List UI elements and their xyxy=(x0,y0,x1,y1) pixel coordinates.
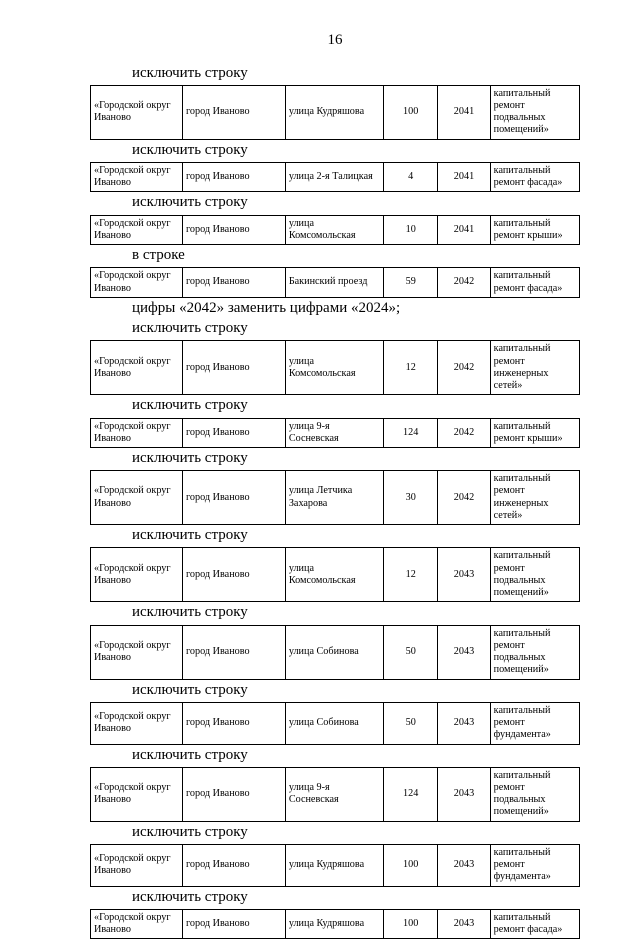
cell-year: 2042 xyxy=(438,268,490,297)
instruction-heading: исключить строку xyxy=(132,681,248,698)
cell-year: 2042 xyxy=(438,418,490,447)
cell-street: улица Кудряшова xyxy=(285,909,383,938)
cell-street: улица Собинова xyxy=(285,625,383,679)
table-row xyxy=(91,909,580,938)
table-row xyxy=(91,767,580,821)
instruction-heading: исключить строку xyxy=(132,527,248,544)
cell-house-number: 100 xyxy=(384,844,438,886)
cell-house-number: 50 xyxy=(384,625,438,679)
cell-work-type: капитальный ремонт фасада» xyxy=(490,268,579,297)
cell-street: улица Комсомольская xyxy=(285,341,383,395)
cell-house-number: 100 xyxy=(384,85,438,139)
cell-year: 2041 xyxy=(438,85,490,139)
cell-municipality: «Городской округ Иваново xyxy=(91,162,183,191)
program-row-table xyxy=(90,909,580,939)
cell-year: 2043 xyxy=(438,548,490,602)
amendment-block xyxy=(90,397,580,448)
cell-municipality: «Городской округ Иваново xyxy=(91,268,183,297)
table-row xyxy=(91,418,580,447)
cell-municipality: «Городской округ Иваново xyxy=(91,215,183,244)
instruction-heading: исключить строку xyxy=(132,194,248,211)
table-row xyxy=(91,162,580,191)
instruction-heading: исключить строку xyxy=(132,397,248,414)
cell-street: улица Комсомольская xyxy=(285,215,383,244)
amendment-block xyxy=(90,527,580,602)
cell-city: город Иваново xyxy=(183,85,286,139)
instruction-heading: исключить строку xyxy=(132,320,248,337)
cell-house-number: 50 xyxy=(384,702,438,744)
cell-work-type: капитальный ремонт подвальных помещений» xyxy=(490,548,579,602)
cell-municipality: «Городской округ Иваново xyxy=(91,471,183,525)
table-row xyxy=(91,844,580,886)
cell-house-number: 12 xyxy=(384,341,438,395)
amendment-block xyxy=(90,604,580,679)
table-row xyxy=(91,625,580,679)
table-row xyxy=(91,548,580,602)
cell-street: улица 2-я Талицкая xyxy=(285,162,383,191)
cell-municipality: «Городской округ Иваново xyxy=(91,548,183,602)
program-row-table xyxy=(90,470,580,525)
replace-digits-note: цифры «2042» заменить цифрами «2024»; xyxy=(132,299,401,316)
cell-year: 2043 xyxy=(438,844,490,886)
program-row-table xyxy=(90,418,580,448)
amendment-block xyxy=(90,194,580,245)
cell-city: город Иваново xyxy=(183,268,286,297)
instruction-heading: исключить строку xyxy=(132,64,248,81)
cell-house-number: 4 xyxy=(384,162,438,191)
cell-street: улица Комсомольская xyxy=(285,548,383,602)
program-row-table xyxy=(90,162,580,192)
cell-municipality: «Городской округ Иваново xyxy=(91,625,183,679)
amendment-block xyxy=(90,142,580,193)
cell-year: 2042 xyxy=(438,341,490,395)
cell-street: улица 9-я Сосневская xyxy=(285,418,383,447)
cell-work-type: капитальный ремонт инженерных сетей» xyxy=(490,471,579,525)
cell-street: улица Летчика Захарова xyxy=(285,471,383,525)
cell-year: 2042 xyxy=(438,471,490,525)
cell-year: 2043 xyxy=(438,767,490,821)
cell-city: город Иваново xyxy=(183,767,286,821)
program-row-table xyxy=(90,340,580,395)
program-row-table xyxy=(90,547,580,602)
cell-year: 2043 xyxy=(438,702,490,744)
cell-work-type: капитальный ремонт подвальных помещений» xyxy=(490,625,579,679)
cell-work-type: капитальный ремонт фундамента» xyxy=(490,702,579,744)
table-row xyxy=(91,85,580,139)
cell-city: город Иваново xyxy=(183,625,286,679)
cell-house-number: 124 xyxy=(384,767,438,821)
amendment-block xyxy=(90,65,580,140)
cell-street: улица 9-я Сосневская xyxy=(285,767,383,821)
cell-municipality: «Городской округ Иваново xyxy=(91,341,183,395)
cell-municipality: «Городской округ Иваново xyxy=(91,844,183,886)
cell-street: Бакинский проезд xyxy=(285,268,383,297)
cell-street: улица Кудряшова xyxy=(285,844,383,886)
program-row-table xyxy=(90,625,580,680)
cell-city: город Иваново xyxy=(183,548,286,602)
instruction-heading: исключить строку xyxy=(132,604,248,621)
amendment-block xyxy=(90,682,580,745)
amendment-block xyxy=(90,747,580,822)
cell-municipality: «Городской округ Иваново xyxy=(91,909,183,938)
amendment-block xyxy=(90,300,580,395)
table-row xyxy=(91,471,580,525)
table-row xyxy=(91,268,580,297)
cell-work-type: капитальный ремонт подвальных помещений» xyxy=(490,85,579,139)
cell-municipality: «Городской округ Иваново xyxy=(91,85,183,139)
cell-work-type: капитальный ремонт фасада» xyxy=(490,162,579,191)
cell-city: город Иваново xyxy=(183,844,286,886)
amendment-block xyxy=(90,247,580,298)
table-row xyxy=(91,702,580,744)
program-row-table xyxy=(90,215,580,245)
cell-work-type: капитальный ремонт инженерных сетей» xyxy=(490,341,579,395)
cell-city: город Иваново xyxy=(183,909,286,938)
amendment-block xyxy=(90,450,580,525)
program-row-table xyxy=(90,85,580,140)
instruction-heading: в строке xyxy=(132,247,185,264)
cell-street: улица Собинова xyxy=(285,702,383,744)
instruction-heading: исключить строку xyxy=(132,888,248,905)
cell-year: 2041 xyxy=(438,162,490,191)
cell-year: 2043 xyxy=(438,909,490,938)
instruction-heading: исключить строку xyxy=(132,450,248,466)
instruction-heading: исключить строку xyxy=(132,141,248,158)
instruction-heading: исключить строку xyxy=(132,823,248,840)
cell-year: 2043 xyxy=(438,625,490,679)
cell-city: город Иваново xyxy=(183,702,286,744)
cell-work-type: капитальный ремонт подвальных помещений» xyxy=(490,767,579,821)
cell-city: город Иваново xyxy=(183,471,286,525)
amendment-block xyxy=(90,824,580,887)
cell-house-number: 59 xyxy=(384,268,438,297)
table-row xyxy=(91,215,580,244)
cell-street: улица Кудряшова xyxy=(285,85,383,139)
program-row-table xyxy=(90,767,580,822)
amendment-block xyxy=(90,889,580,939)
cell-work-type: капитальный ремонт крыши» xyxy=(490,215,579,244)
instruction-heading: исключить строку xyxy=(132,746,248,763)
cell-city: город Иваново xyxy=(183,215,286,244)
cell-work-type: капитальный ремонт крыши» xyxy=(490,418,579,447)
cell-city: город Иваново xyxy=(183,418,286,447)
cell-work-type: капитальный ремонт фасада» xyxy=(490,909,579,938)
cell-municipality: «Городской округ Иваново xyxy=(91,418,183,447)
program-row-table xyxy=(90,702,580,745)
cell-house-number: 10 xyxy=(384,215,438,244)
program-row-table xyxy=(90,844,580,887)
cell-house-number: 100 xyxy=(384,909,438,938)
table-row xyxy=(91,341,580,395)
program-row-table xyxy=(90,267,580,297)
page-number: 16 xyxy=(327,32,343,48)
cell-house-number: 30 xyxy=(384,471,438,525)
cell-city: город Иваново xyxy=(183,162,286,191)
cell-municipality: «Городской округ Иваново xyxy=(91,702,183,744)
cell-work-type: капитальный ремонт фундамента» xyxy=(490,844,579,886)
cell-house-number: 12 xyxy=(384,548,438,602)
cell-municipality: «Городской округ Иваново xyxy=(91,767,183,821)
cell-city: город Иваново xyxy=(183,341,286,395)
cell-year: 2041 xyxy=(438,215,490,244)
cell-house-number: 124 xyxy=(384,418,438,447)
